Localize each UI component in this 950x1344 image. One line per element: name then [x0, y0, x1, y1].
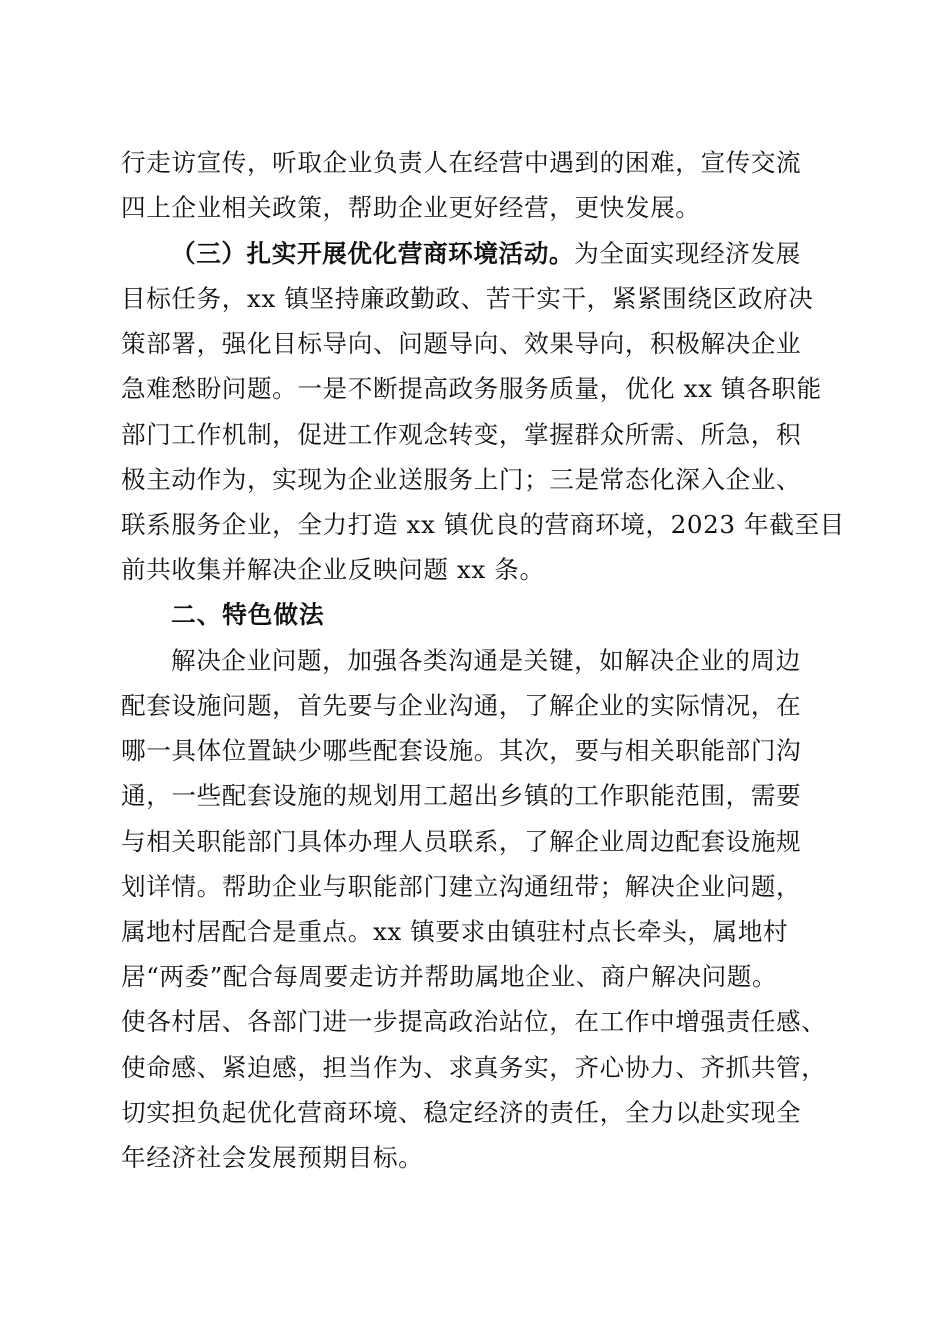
text-line: 四上企业相关政策，帮助企业更好经营，更快发展。 [121, 193, 701, 222]
text-line: 前共收集并解决企业反映问题 xx 条。 [121, 555, 545, 584]
text-line: 年经济社会发展预期目标。 [121, 1143, 424, 1172]
section-3-heading: （三）扎实开展优化营商环境活动。 [171, 239, 575, 268]
text-line: 行走访宣传，听取企业负责人在经营中遇到的困难，宣传交流 [121, 148, 802, 177]
section-3-first-line [171, 236, 841, 272]
section-3-first-line-text: 为全面实现经济发展 [574, 239, 801, 268]
text-line: 目标任务，xx 镇坚持廉政勤政、苦干实干，紧紧围绕区政府决 [121, 284, 814, 313]
text-line: 配套设施问题，首先要与企业沟通，了解企业的实际情况，在 [121, 691, 802, 720]
text-line: 与相关职能部门具体办理人员联系，了解企业周边配套设施规 [121, 827, 802, 856]
text-line: 极主动作为，实现为企业送服务上门；三是常态化深入企业、 [121, 465, 802, 494]
text-line: 哪一具体位置缺少哪些配套设施。其次，要与相关职能部门沟 [121, 736, 802, 765]
section-heading: 二、特色做法 [171, 600, 325, 629]
text-line: 急难愁盼问题。一是不断提高政务服务质量，优化 xx 镇各职能 [121, 374, 822, 403]
text-line: 通，一些配套设施的规划用工超出乡镇的工作职能范围，需要 [121, 781, 802, 810]
text-line: 部门工作机制，促进工作观念转变，掌握群众所需、所急，积 [121, 420, 802, 449]
paragraph-first-line: 解决企业问题，加强各类沟通是关键，如解决企业的周边 [171, 646, 801, 675]
text-line: 使各村居、各部门进一步提高政治站位，在工作中增强责任感、 [121, 1007, 827, 1036]
text-line: 属地村居配合是重点。xx 镇要求由镇驻村点长牵头，属地村 [121, 917, 789, 946]
text-line: 使命感、紧迫感，担当作为、求真务实，齐心协力、齐抓共管， [121, 1053, 827, 1082]
text-line: 策部署，强化目标导向、问题导向、效果导向，积极解决企业 [121, 329, 802, 358]
text-line: 切实担负起优化营商环境、稳定经济的责任，全力以赴实现全 [121, 1098, 802, 1127]
text-line: 居“两委”配合每周要走访并帮助属地企业、商户解决问题。 [121, 962, 778, 991]
text-line: 联系服务企业，全力打造 xx 镇优良的营商环境，2023 年截至目 [121, 510, 845, 539]
text-line: 划详情。帮助企业与职能部门建立沟通纽带；解决企业问题， [121, 872, 802, 901]
